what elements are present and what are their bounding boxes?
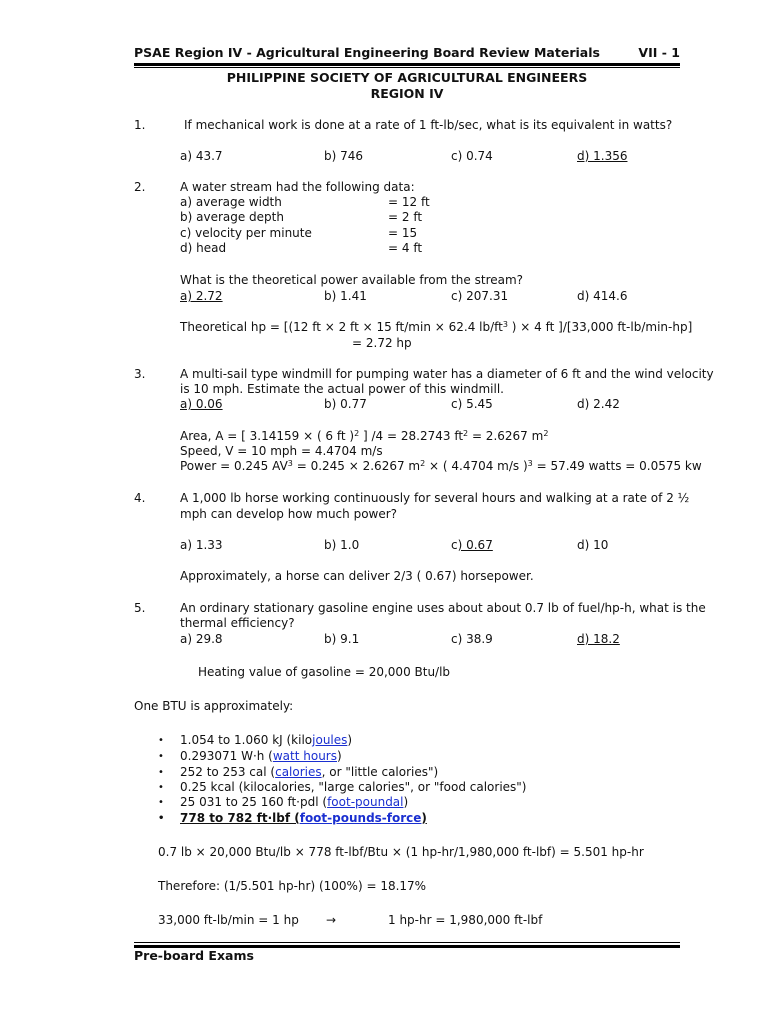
- question-text: If mechanical work is done at a rate of 1 ft-lb/sec, what is its equivalent in watts?: [184, 118, 673, 132]
- choice-d: d) 10: [577, 538, 609, 552]
- choice-c-answer: c) 0.67: [451, 538, 493, 552]
- choice-c: c) 207.31: [451, 289, 509, 303]
- data-item-label: a) average width: [180, 195, 282, 209]
- solution-result: = 2.72 hp: [352, 336, 412, 350]
- choice-a: a) 43.7: [180, 149, 223, 163]
- efficiency-result: Therefore: (1/5.501 hp-hr) (100%) = 18.17%: [158, 879, 427, 893]
- choice-b: b) 1.41: [324, 289, 367, 303]
- data-item-value: = 2 ft: [388, 210, 423, 224]
- data-item-label: d) head: [180, 241, 227, 255]
- data-item-value: = 12 ft: [388, 195, 430, 209]
- heating-value: Heating value of gasoline = 20,000 Btu/lb: [198, 665, 451, 679]
- header-title: PSAE Region IV - Agricultural Engineering Board Review Materials: [134, 45, 600, 60]
- solution-formula: Theoretical hp = [(12 ft × 2 ft × 15 ft/min × 62.4 $lb/ft^3$ ) × 4 ft ]/[33,000 ft-lb/min-hp]: [180, 320, 693, 334]
- choice-a: a) 1.33: [180, 538, 223, 552]
- btu-intro: One BTU is approximately:: [134, 699, 294, 713]
- question-number: 5.: [134, 601, 146, 615]
- choice-c: c) 0.74: [451, 149, 493, 163]
- watt-hours-link[interactable]: watt hours: [272, 749, 337, 763]
- choice-a-answer: a) 2.72: [180, 289, 223, 303]
- data-item-label: b) average depth: [180, 210, 284, 224]
- choice-d: d) 414.6: [577, 289, 628, 303]
- bullet-icon: •: [158, 751, 164, 762]
- choice-b: b) 9.1: [324, 632, 360, 646]
- list-item: 0.25 kcal (kilocalories, "large calories", or "food calories"): [180, 780, 527, 794]
- choice-d-answer: d) 18.2: [577, 632, 620, 646]
- bullet-icon: •: [158, 782, 164, 793]
- footer-text: Pre-board Exams: [134, 948, 254, 963]
- choice-a: a) 29.8: [180, 632, 223, 646]
- question-text: A multi-sail type windmill for pumping water has a diameter of 6 ft and the wind velocity: [180, 367, 714, 381]
- header-rule: [134, 63, 680, 66]
- question-number: 2.: [134, 180, 146, 194]
- choice-c: c) 5.45: [451, 397, 493, 411]
- answer-note: Approximately, a horse can deliver 2/3 ( 0.67) horsepower.: [180, 569, 534, 583]
- question-text: is 10 mph. Estimate the actual power of this windmill.: [180, 382, 504, 396]
- question-text: mph can develop how much power?: [180, 507, 398, 521]
- question-text: A water stream had the following data:: [180, 180, 415, 194]
- hp-definition: 33,000 ft-lb/min = 1 hp: [158, 913, 299, 927]
- choice-d: d) 2.42: [577, 397, 620, 411]
- question-text: An ordinary stationary gasoline engine uses about about 0.7 lb of fuel/hp-h, what is the: [180, 601, 706, 615]
- org-name: PHILIPPINE SOCIETY OF AGRICULTURAL ENGINEERS: [226, 70, 588, 85]
- choice-b: b) 746: [324, 149, 364, 163]
- data-item-value: = 4 ft: [388, 241, 423, 255]
- area-formula: Area, A = [ 3.14159 × ( 6 ft )$^2$ ] /4 = 28.2743 $ft^2 = 2.6267$ $m^2$: [180, 429, 549, 443]
- choice-a-answer: a) 0.06: [180, 397, 223, 411]
- question-number: 4.: [134, 491, 146, 505]
- question-text: thermal efficiency?: [180, 616, 295, 630]
- choice-d-answer: d) 1.356: [577, 149, 628, 163]
- page-number: VII - 1: [638, 45, 680, 60]
- list-item: 1.054 to 1.060 kJ (kilojoules): [180, 733, 353, 747]
- question-number: 1.: [134, 118, 146, 132]
- question-text: A 1,000 lb horse working continuously for several hours and walking at a rate of 2 ½: [180, 491, 690, 505]
- foot-poundal-link[interactable]: foot-poundal: [327, 795, 404, 809]
- org-region: REGION IV: [370, 86, 444, 101]
- power-formula: Power = 0.245 $AV^3 = 0.245 \times 2.6267$ $m^2$ × ( 4.4704 m/s )$^3$ = 57.49 watts = 0.0575 kw: [180, 459, 702, 473]
- footer-rule-thin: [134, 942, 680, 943]
- foot-pounds-force-link[interactable]: foot-pounds-force: [299, 811, 422, 825]
- speed-formula: Speed, V = 10 mph = 4.4704 m/s: [180, 444, 383, 458]
- list-item: 25 031 to 25 160 ft·pdl (foot-poundal): [180, 795, 409, 809]
- header-rule-thin: [134, 67, 680, 68]
- question-text: What is the theoretical power available from the stream?: [180, 273, 524, 287]
- list-item: 0.293071 W·h (watt hours): [180, 749, 342, 763]
- data-item-label: c) velocity per minute: [180, 226, 312, 240]
- choice-c: c) 38.9: [451, 632, 493, 646]
- bullet-icon: •: [158, 797, 164, 808]
- hp-hr-definition: 1 hp-hr = 1,980,000 ft-lbf: [388, 913, 543, 927]
- data-item-value: = 15: [388, 226, 418, 240]
- joules-link[interactable]: joules: [312, 733, 348, 747]
- bullet-icon: •: [158, 767, 164, 778]
- choice-b: b) 0.77: [324, 397, 367, 411]
- choice-b: b) 1.0: [324, 538, 360, 552]
- bullet-icon: •: [158, 735, 164, 746]
- question-number: 3.: [134, 367, 146, 381]
- list-item: 252 to 253 cal (calories, or "little calories"): [180, 765, 439, 779]
- bullet-icon: •: [158, 813, 165, 824]
- calories-link[interactable]: calories: [275, 765, 322, 779]
- list-item-highlight: 778 to 782 ft·lbf (foot-pounds-force): [180, 811, 427, 825]
- arrow-right-icon: →: [326, 913, 337, 927]
- efficiency-calc: 0.7 lb × 20,000 Btu/lb × 778 ft-lbf/Btu × (1 hp-hr/1,980,000 ft-lbf) = 5.501 hp-hr: [158, 845, 644, 859]
